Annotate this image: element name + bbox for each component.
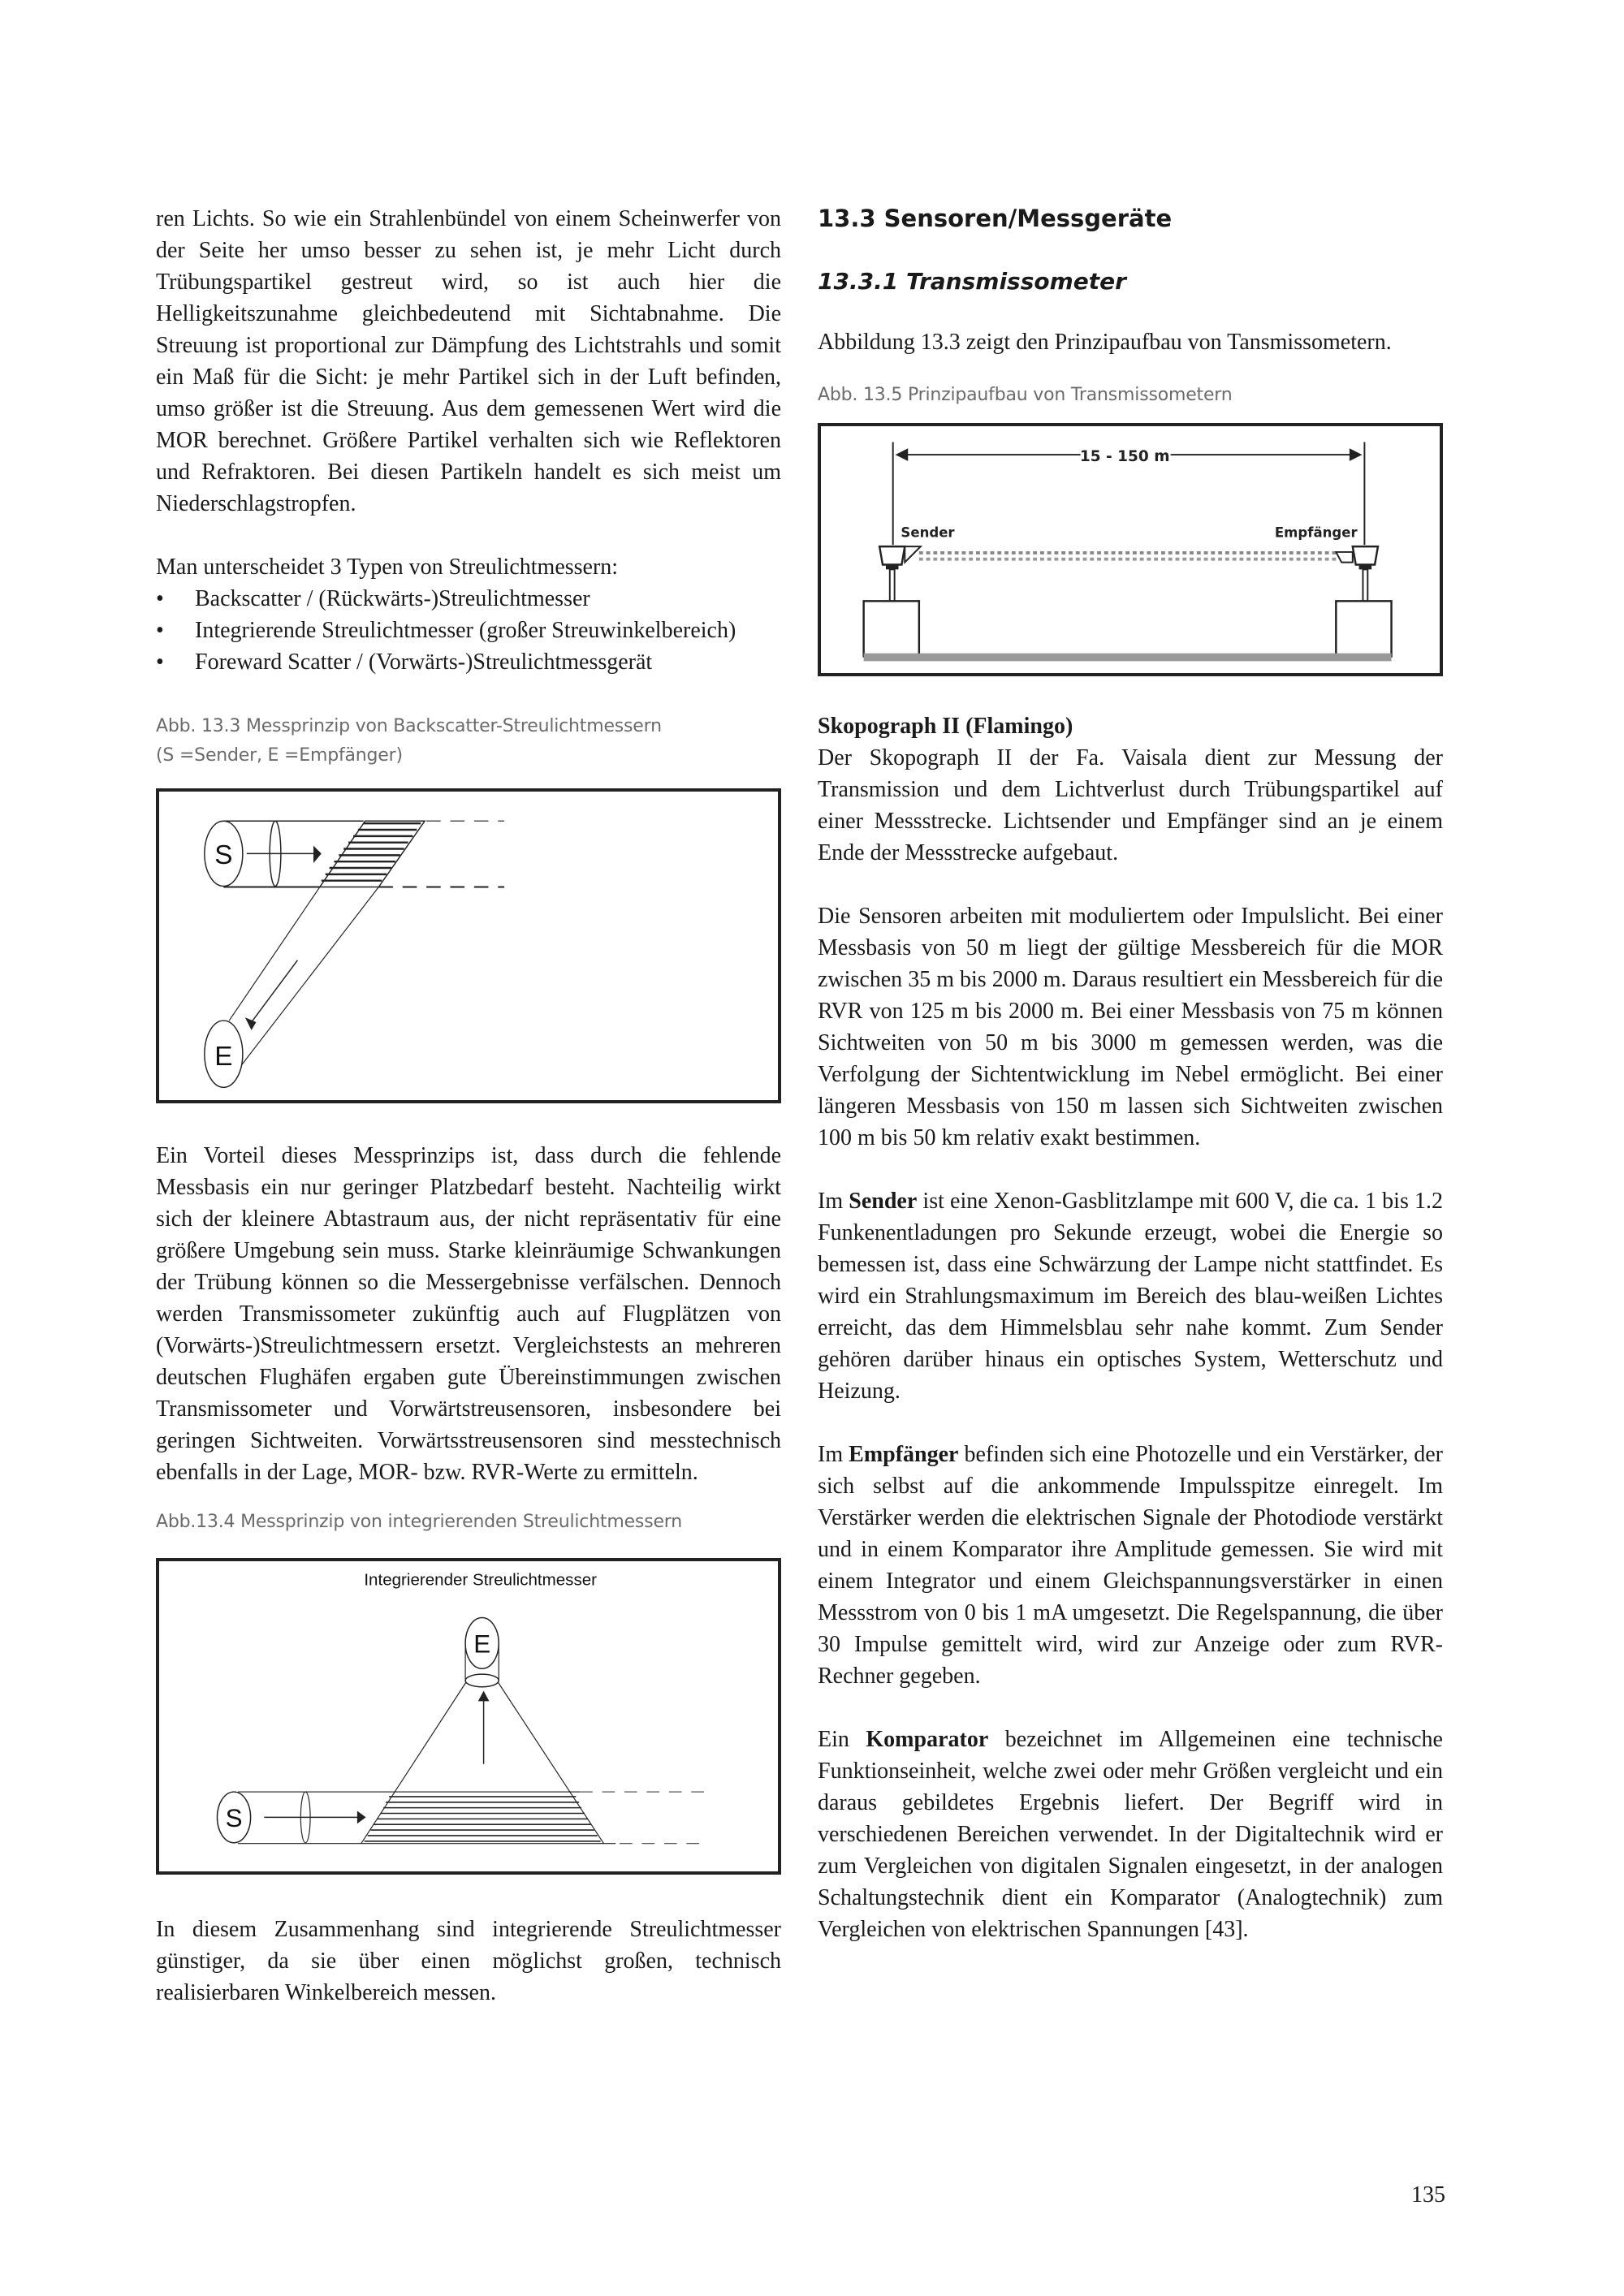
skopograph-title: Skopograph II (Flamingo) — [818, 714, 1073, 739]
comparator-paragraph — [818, 1724, 1443, 1945]
text-body: befinden sich eine Photozelle und ein Verstärker, der sich selbst auf die ankommende Impulsspitze einregelt. Im Verstärker werden die elektrischen Signale der Photodiode verstärkt und in einem Komparator ihre Amplitude gemessen. Sie wird mit einem Integrator und einem Gleichspannungsverstärker in einen Messstrom von 0 bis 1 mA umgesetzt. Die Regelspannung, die über 30 Impulse gemittelt wird, wird zur Anzeige oder zum RVR-Rechner gegeben. — [818, 1442, 1443, 1689]
receiver-label: E — [473, 1629, 491, 1659]
sensor-types-list — [156, 583, 781, 678]
term-sender: Sender — [849, 1189, 918, 1214]
diagram-title: Integrierender Streulichtmesser — [364, 1570, 598, 1590]
text-prefix: Ein — [818, 1727, 866, 1752]
backscatter-diagram — [159, 792, 778, 1100]
page-number: 135 — [1411, 2182, 1445, 2208]
integrating-diagram — [159, 1561, 778, 1871]
text-prefix: Im — [818, 1189, 849, 1214]
sender-paragraph — [818, 1185, 1443, 1407]
term-receiver: Empfänger — [849, 1442, 959, 1467]
sender-label: S — [214, 840, 233, 871]
figure-integrating-diagram — [156, 1558, 781, 1875]
types-intro: Man unterscheidet 3 Typen von Streulichtmessern: — [156, 555, 619, 580]
figure-reference-paragraph: Abbildung 13.3 zeigt den Prinzipaufbau von Tansmissometern. — [818, 330, 1392, 355]
text-prefix: Im — [818, 1442, 849, 1467]
term-comparator: Komparator — [866, 1727, 989, 1752]
advantage-paragraph: Ein Vorteil dieses Messprinzips ist, dass durch die fehlende Messbasis ein nur geringer Platzbedarf besteht. Nachteilig wirkt sich der kleinere Abtastraum aus, der nicht repräsentativ für eine größere Umgebung sein muss. Starke kleinräumige Schwankungen der Trübung können so die Messergebnisse verfälschen. Dennoch werden Transmissometer zukünftig auch auf Flugplätzen von (Vorwärts-)Streulichtmessern ersetzt. Vergleichstests an mehreren deutschen Flughäfen ergaben gute Übereinstimmungen zwischen Transmissometer und Vorwärtstreusensoren, insbesondere bei geringen Sichtweiten. Vorwärtsstreusensoren sind messtechnisch ebenfalls in der Lage, MOR- bzw. RVR-Werte zu ermitteln. — [156, 1143, 781, 1485]
sender-label: S — [225, 1804, 243, 1833]
subsection-heading: 13.3.1 Transmissometer — [818, 268, 1126, 295]
receiver-label: E — [214, 1041, 233, 1072]
figure-13-3-caption-legend: (S =Sender, E =Empfänger) — [156, 745, 403, 766]
skopograph-paragraph: Der Skopograph II der Fa. Vaisala dient zur Messung der Transmission und dem Lichtverlust durch Trübungspartikel auf einer Messstrecke. Lichtsender und Empfänger sind an je einem Ende der Messstrecke aufgebaut. — [818, 745, 1443, 865]
transmissometer-diagram — [821, 426, 1440, 673]
text-body: bezeichnet im Allgemeinen eine technische Funktionseinheit, welche zwei oder mehr Größen vergleicht und ein daraus gebildetes Ergebnis liefert. Der Begriff wird in verschiedenen Bereichen verwendet. In der Digitaltechnik wird er zum Vergleichen von digitalen Signalen eingesetzt, in der analogen Schaltungstechnik dient ein Komparator (Analogtechnik) zum Vergleichen von elektrischen Spannungen [43]. — [818, 1727, 1443, 1942]
receiver-paragraph — [818, 1439, 1443, 1692]
sensors-paragraph: Die Sensoren arbeiten mit moduliertem oder Impulslicht. Bei einer Messbasis von 50 m liegt der gültige Messbereich für die MOR zwischen 35 m bis 2000 m. Daraus resultiert ein Messbereich für die RVR von 125 m bis 2000 m. Bei einer Messbasis von 75 m können Sichtweiten von 50 m bis 3000 m gemessen werden, was die Verfolgung der Sichtentwicklung im Nebel ermöglicht. Bei einer längeren Messbasis von 150 m lassen sich Sichtweiten zwischen 100 m bis 50 km relativ exakt bestimmen. — [818, 904, 1443, 1150]
list-item: • Integrierende Streulichtmesser (großer Streuwinkelbereich) — [156, 615, 781, 646]
right-column — [818, 203, 1443, 1945]
closing-paragraph: In diesem Zusammenhang sind integrierende Streulichtmesser günstiger, da sie über einen möglichst großen, technisch realisierbaren Winkelbereich messen. — [156, 1917, 781, 2005]
figure-transmissometer-diagram — [818, 423, 1443, 676]
sender-label: Sender — [901, 524, 955, 541]
left-column — [156, 203, 781, 2009]
distance-label: 15 - 150 m — [1079, 447, 1170, 465]
list-item: • Backscatter / (Rückwärts-)Streulichtmesser — [156, 583, 781, 615]
text-body: ist eine Xenon-Gasblitzlampe mit 600 V, die ca. 1 bis 1.2 Funkenentladungen pro Sekunde erzeugt, wobei die Energie so bemessen ist, dass eine Schwärzung der Lampe nicht stattfindet. Es wird ein Strahlungsmaximum im Bereich des blau-weißen Lichtes erreicht, das dem Himmelsblau sehr nahe kommt. Zum Sender gehören darüber hinaus ein optisches System, Wetterschutz und Heizung. — [818, 1189, 1443, 1404]
figure-13-5-caption: Abb. 13.5 Prinzipaufbau von Transmissometern — [818, 385, 1233, 405]
receiver-label: Empfänger — [1274, 524, 1358, 541]
figure-13-4-caption: Abb.13.4 Messprinzip von integrierenden Streulichtmessern — [156, 1512, 682, 1532]
list-item: • Foreward Scatter / (Vorwärts-)Streulichtmessgerät — [156, 646, 781, 678]
section-heading: 13.3 Sensoren/Messgeräte — [818, 205, 1173, 232]
intro-paragraph: ren Lichts. So wie ein Strahlenbündel von einem Scheinwerfer von der Seite her umso besser zu sehen ist, je mehr Licht durch Trübungspartikel gestreut wird, so ist auch hier die Helligkeitszunahme gleichbedeutend mit Sichtabnahme. Die Streuung ist proportional zur Dämpfung des Lichtstrahls und somit ein Maß für die Sicht: je mehr Partikel sich in der Luft befinden, umso größer ist die Streuung. Aus dem gemessenen Wert wird die MOR berechnet. Größere Partikel verhalten sich wie Reflektoren und Refraktoren. Bei diesen Partikeln handelt es sich meist um Niederschlagstropfen. — [156, 206, 781, 516]
figure-backscatter-diagram — [156, 788, 781, 1103]
figure-13-3-caption: Abb. 13.3 Messprinzip von Backscatter-Streulichtmessern — [156, 716, 662, 736]
